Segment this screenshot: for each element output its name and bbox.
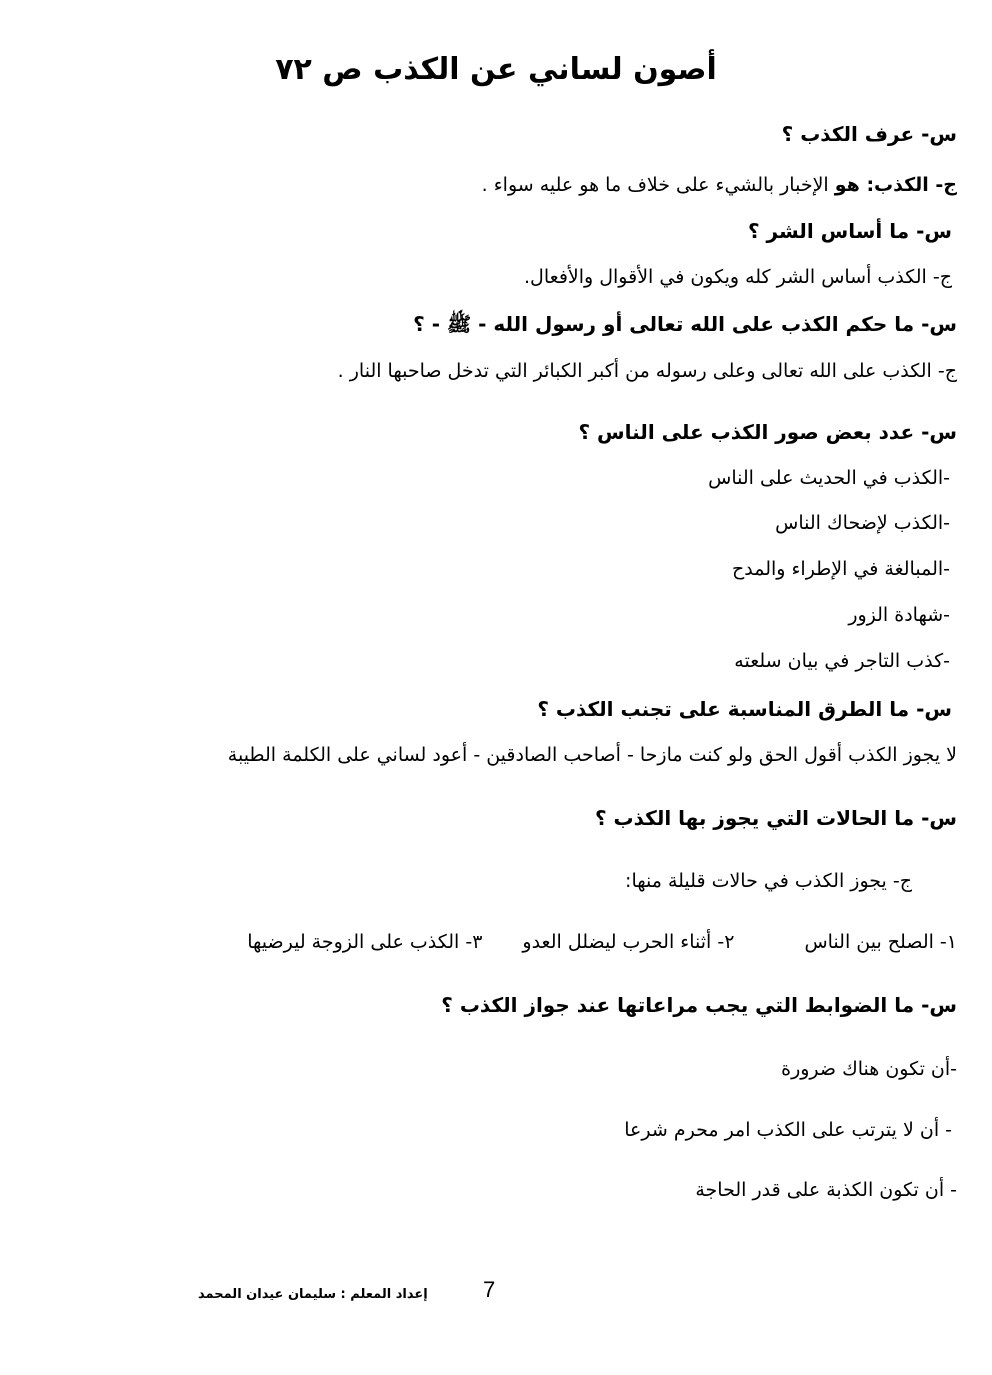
list-item-7-1: -أن تكون هناك ضرورة: [781, 1058, 957, 1080]
author-credit: إعداد المعلم : سليمان عيدان المحمد: [198, 1287, 428, 1302]
answer-6-intro: ج- يجوز الكذب في حالات قليلة منها:: [625, 870, 912, 892]
question-3: س- ما حكم الكذب على الله تعالى أو رسول الله - ﷺ - ؟: [413, 312, 957, 336]
answer-5: لا يجوز الكذب أقول الحق ولو كنت مازحا - أصاحب الصادقين - أعود لساني على الكلمة الطيبة: [227, 744, 957, 766]
answer-1: [482, 172, 957, 198]
question-7: س- ما الضوابط التي يجب مراعاتها عند جواز الكذب ؟: [441, 993, 957, 1017]
page-number: 7: [483, 1277, 496, 1302]
question-1: س- عرف الكذب ؟: [781, 122, 957, 146]
list-item-4-3: -المبالغة في الإطراء والمدح: [731, 558, 950, 580]
answer-6-item-1: ١- الصلح بين الناس: [804, 931, 957, 953]
answer-1-bold: هو: [834, 174, 867, 196]
list-item-7-3: - أن تكون الكذبة على قدر الحاجة: [695, 1179, 957, 1201]
answer-1-label: ج- الكذب:: [866, 174, 957, 196]
question-2: س- ما أساس الشر ؟: [747, 219, 952, 243]
list-item-7-2: - أن لا يترتب على الكذب امر محرم شرعا: [624, 1119, 952, 1141]
page-title: أصون لساني عن الكذب ص ٧٢: [275, 52, 717, 87]
list-item-4-1: -الكذب في الحديث على الناس: [708, 467, 950, 489]
question-6: س- ما الحالات التي يجوز بها الكذب ؟: [594, 806, 957, 830]
list-item-4-2: -الكذب لإضحاك الناس: [775, 512, 950, 534]
list-item-4-5: -كذب التاجر في بيان سلعته: [734, 650, 950, 672]
list-item-4-4: -شهادة الزور: [848, 604, 950, 626]
answer-3: ج- الكذب على الله تعالى وعلى رسوله من أكبر الكبائر التي تدخل صاحبها النار .: [337, 360, 957, 382]
answer-2: ج- الكذب أساس الشر كله ويكون في الأقوال والأفعال.: [524, 266, 952, 288]
question-4: س- عدد بعض صور الكذب على الناس ؟: [578, 420, 957, 444]
answer-6-item-2: ٢- أثناء الحرب ليضلل العدو: [522, 931, 735, 953]
answer-6-list: [247, 929, 957, 955]
question-5: س- ما الطرق المناسبة على تجنب الكذب ؟: [537, 697, 952, 721]
answer-6-item-3: ٣- الكذب على الزوجة ليرضيها: [247, 931, 483, 953]
answer-1-text: الإخبار بالشيء على خلاف ما هو عليه سواء .: [481, 174, 835, 196]
